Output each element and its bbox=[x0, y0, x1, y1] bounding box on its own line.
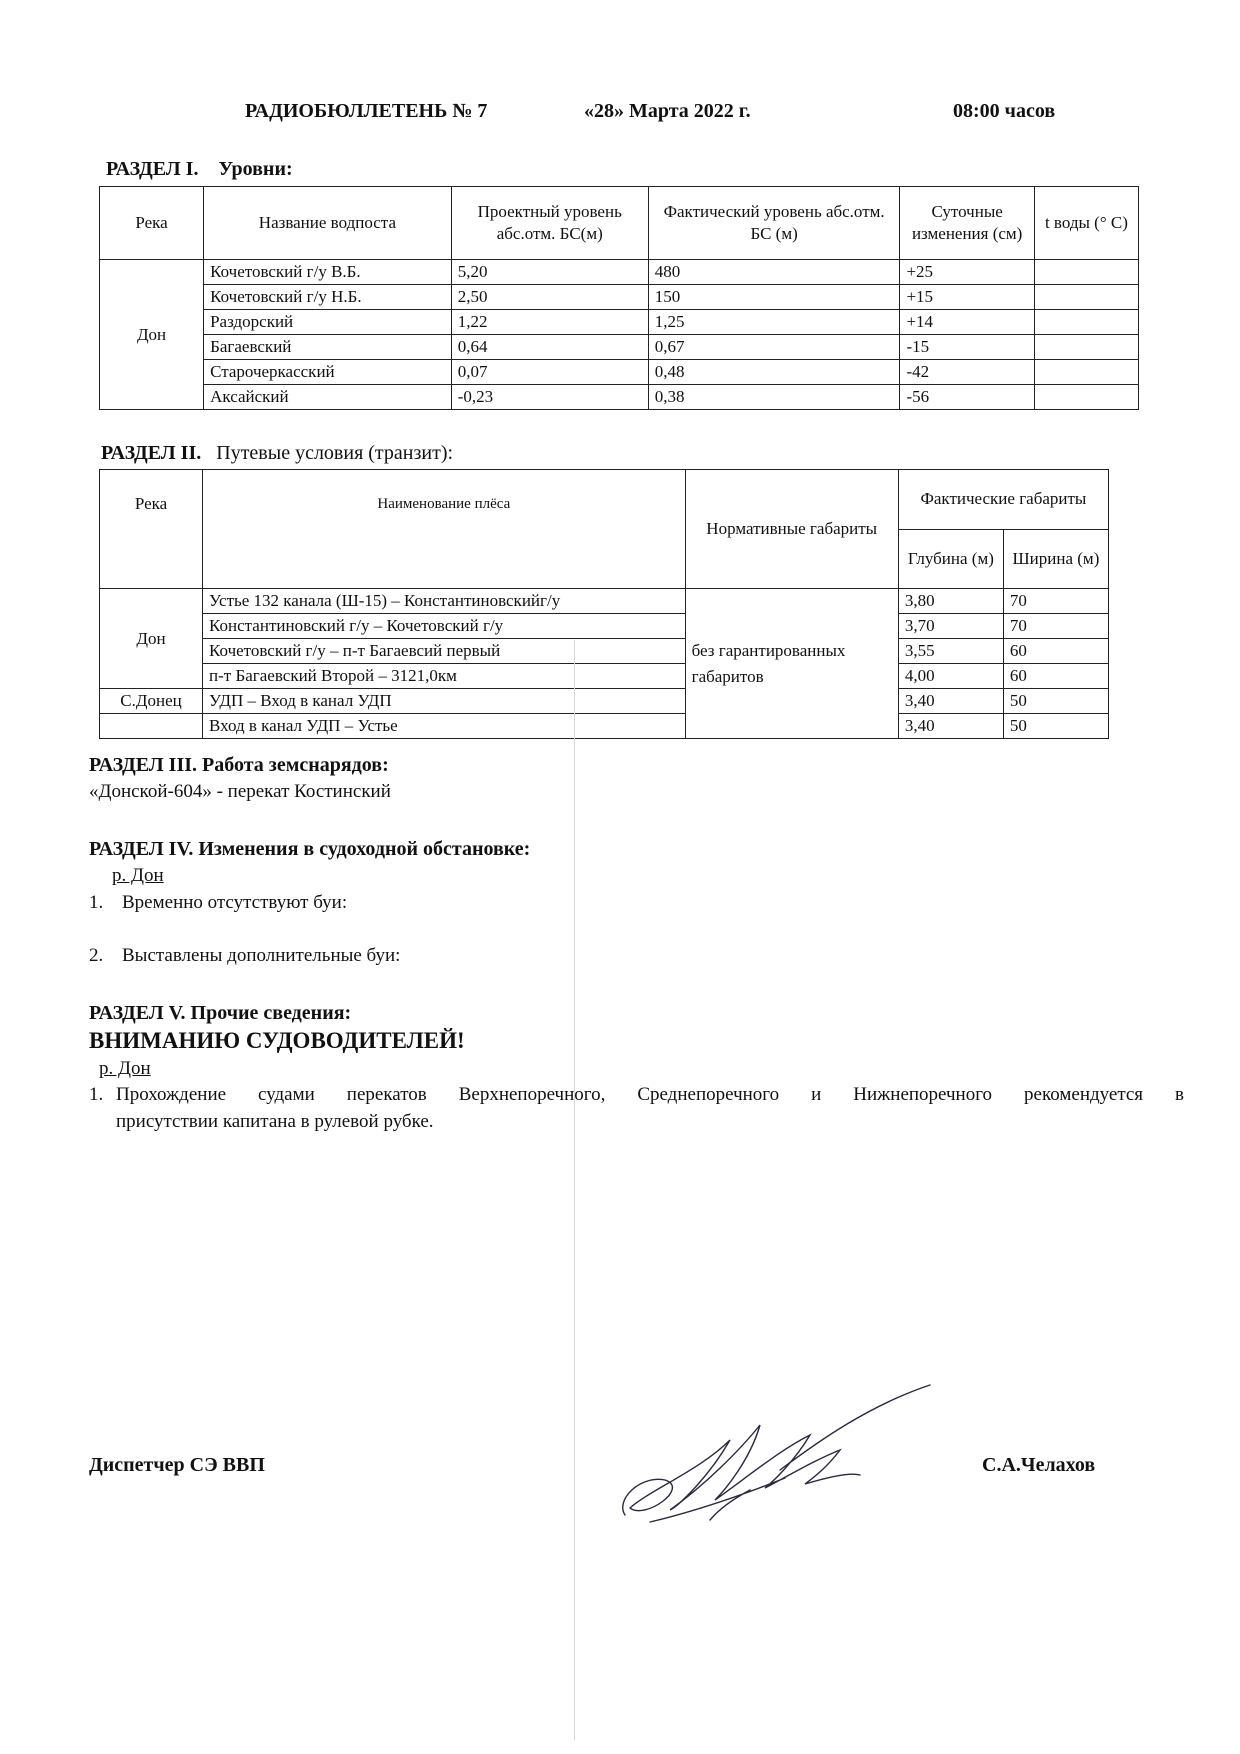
section3-title: РАЗДЕЛ III. Работа земснарядов: bbox=[89, 754, 389, 776]
table-row bbox=[100, 639, 1109, 664]
levels-post: Раздорский bbox=[204, 310, 452, 335]
table-row bbox=[100, 664, 1109, 689]
transit-depth: 4,00 bbox=[898, 664, 1003, 689]
transit-width: 70 bbox=[1003, 614, 1108, 639]
transit-depth: 3,55 bbox=[898, 639, 1003, 664]
levels-col-project: Проектный уровень абс.отм. БС(м) bbox=[451, 187, 648, 260]
table-row bbox=[100, 310, 1139, 335]
levels-post: Старочеркасский bbox=[204, 360, 452, 385]
table-row bbox=[100, 689, 1109, 714]
levels-actual: 0,48 bbox=[648, 360, 900, 385]
levels-post: Багаевский bbox=[204, 335, 452, 360]
transit-width: 50 bbox=[1003, 714, 1108, 739]
signature-icon bbox=[610, 1380, 950, 1530]
levels-change: -15 bbox=[900, 335, 1034, 360]
transit-river-donets: С.Донец bbox=[100, 689, 203, 714]
section5-attention: ВНИМАНИЮ СУДОВОДИТЕЛЕЙ! bbox=[89, 1028, 465, 1053]
levels-temp bbox=[1034, 360, 1138, 385]
levels-project: 0,07 bbox=[451, 360, 648, 385]
table-row bbox=[100, 614, 1109, 639]
table-row bbox=[100, 335, 1139, 360]
levels-temp bbox=[1034, 385, 1138, 410]
section4-title: РАЗДЕЛ IV. Изменения в судоходной обстановке: bbox=[89, 838, 531, 860]
levels-actual: 0,38 bbox=[648, 385, 900, 410]
levels-col-temp: t воды (° С) bbox=[1034, 187, 1138, 260]
levels-project: 0,64 bbox=[451, 335, 648, 360]
levels-change: +15 bbox=[900, 285, 1034, 310]
levels-change: -42 bbox=[900, 360, 1034, 385]
transit-col-river: Река bbox=[100, 470, 203, 589]
levels-post: Аксайский bbox=[204, 385, 452, 410]
bulletin-title: РАДИОБЮЛЛЕТЕНЬ № 7 bbox=[245, 100, 488, 122]
levels-actual: 0,67 bbox=[648, 335, 900, 360]
dispatcher-position: Диспетчер СЭ ВВП bbox=[89, 1454, 265, 1476]
transit-depth: 3,80 bbox=[898, 589, 1003, 614]
transit-width: 60 bbox=[1003, 639, 1108, 664]
transit-river-empty bbox=[100, 714, 203, 739]
section1-title: РАЗДЕЛ I. bbox=[106, 158, 199, 180]
levels-project: -0,23 bbox=[451, 385, 648, 410]
transit-normative-value: без гарантированных габаритов bbox=[685, 589, 898, 739]
section2-subtitle: Путевые условия (транзит): bbox=[216, 442, 454, 464]
table-row bbox=[100, 285, 1139, 310]
list-item bbox=[89, 892, 347, 914]
levels-change: -56 bbox=[900, 385, 1034, 410]
dispatcher-name: С.А.Челахов bbox=[982, 1454, 1096, 1476]
list-item bbox=[89, 945, 400, 967]
transit-col-normative: Нормативные габариты bbox=[685, 470, 898, 589]
section1-heading bbox=[106, 158, 293, 181]
section5-item-line2: присутствии капитана в рулевой рубке. bbox=[116, 1111, 434, 1132]
table-row bbox=[100, 589, 1109, 614]
transit-stretch: УДП – Вход в канал УДП bbox=[203, 689, 686, 714]
transit-depth: 3,40 bbox=[898, 714, 1003, 739]
transit-stretch: Устье 132 канала (Ш-15) – Константиновскийг/у bbox=[203, 589, 686, 614]
levels-temp bbox=[1034, 260, 1138, 285]
transit-table bbox=[99, 469, 1109, 739]
section2-title: РАЗДЕЛ II. bbox=[101, 442, 202, 464]
levels-change: +14 bbox=[900, 310, 1034, 335]
levels-project: 5,20 bbox=[451, 260, 648, 285]
table-row bbox=[100, 260, 1139, 285]
levels-post: Кочетовский г/у В.Б. bbox=[204, 260, 452, 285]
section5-item-line1: Прохождение судами перекатов Верхнепоречного, Среднепоречного и Нижнепоречного рекомендуется в bbox=[116, 1084, 1184, 1105]
transit-col-depth: Глубина (м) bbox=[898, 529, 1003, 589]
section5-river: р. Дон bbox=[99, 1058, 151, 1079]
section5-item-number: 1. bbox=[89, 1084, 104, 1105]
bulletin-date: «28» Марта 2022 г. bbox=[584, 100, 751, 122]
levels-temp bbox=[1034, 335, 1138, 360]
levels-actual: 150 bbox=[648, 285, 900, 310]
section2-heading bbox=[101, 442, 453, 465]
levels-project: 1,22 bbox=[451, 310, 648, 335]
levels-col-river: Река bbox=[100, 187, 204, 260]
levels-col-post: Название водпоста bbox=[204, 187, 452, 260]
section4-river: р. Дон bbox=[112, 865, 164, 886]
list-item-text: Временно отсутствуют буи: bbox=[122, 892, 348, 913]
bulletin-time: 08:00 часов bbox=[953, 100, 1056, 122]
transit-stretch: Вход в канал УДП – Устье bbox=[203, 714, 686, 739]
levels-project: 2,50 bbox=[451, 285, 648, 310]
levels-river-cell: Дон bbox=[100, 260, 204, 410]
transit-col-stretch: Наименование плёса bbox=[203, 470, 686, 589]
transit-width: 60 bbox=[1003, 664, 1108, 689]
table-row bbox=[100, 714, 1109, 739]
transit-depth: 3,70 bbox=[898, 614, 1003, 639]
transit-width: 50 bbox=[1003, 689, 1108, 714]
list-item-number: 1. bbox=[89, 892, 104, 913]
list-item-text: Выставлены дополнительные буи: bbox=[122, 945, 401, 966]
transit-col-width: Ширина (м) bbox=[1003, 529, 1108, 589]
transit-stretch: п-т Багаевский Второй – 3121,0км bbox=[203, 664, 686, 689]
transit-stretch: Кочетовский г/у – п-т Багаевсий первый bbox=[203, 639, 686, 664]
transit-stretch: Константиновский г/у – Кочетовский г/у bbox=[203, 614, 686, 639]
levels-actual: 1,25 bbox=[648, 310, 900, 335]
levels-temp bbox=[1034, 310, 1138, 335]
table-row bbox=[100, 385, 1139, 410]
list-item-number: 2. bbox=[89, 945, 104, 966]
levels-change: +25 bbox=[900, 260, 1034, 285]
transit-width: 70 bbox=[1003, 589, 1108, 614]
levels-post: Кочетовский г/у Н.Б. bbox=[204, 285, 452, 310]
table-row bbox=[100, 360, 1139, 385]
levels-temp bbox=[1034, 285, 1138, 310]
transit-depth: 3,40 bbox=[898, 689, 1003, 714]
section3-text: «Донской-604» - перекат Костинский bbox=[89, 781, 391, 802]
levels-actual: 480 bbox=[648, 260, 900, 285]
section5-title: РАЗДЕЛ V. Прочие сведения: bbox=[89, 1002, 352, 1024]
levels-col-actual: Фактический уровень абс.отм. БС (м) bbox=[648, 187, 900, 260]
transit-col-actual: Фактические габариты bbox=[898, 470, 1108, 530]
transit-river-don: Дон bbox=[100, 589, 203, 689]
levels-table bbox=[99, 186, 1139, 410]
levels-col-change: Суточные изменения (см) bbox=[900, 187, 1034, 260]
scan-fold-line bbox=[574, 640, 575, 1740]
section1-subtitle: Уровни: bbox=[218, 158, 293, 180]
